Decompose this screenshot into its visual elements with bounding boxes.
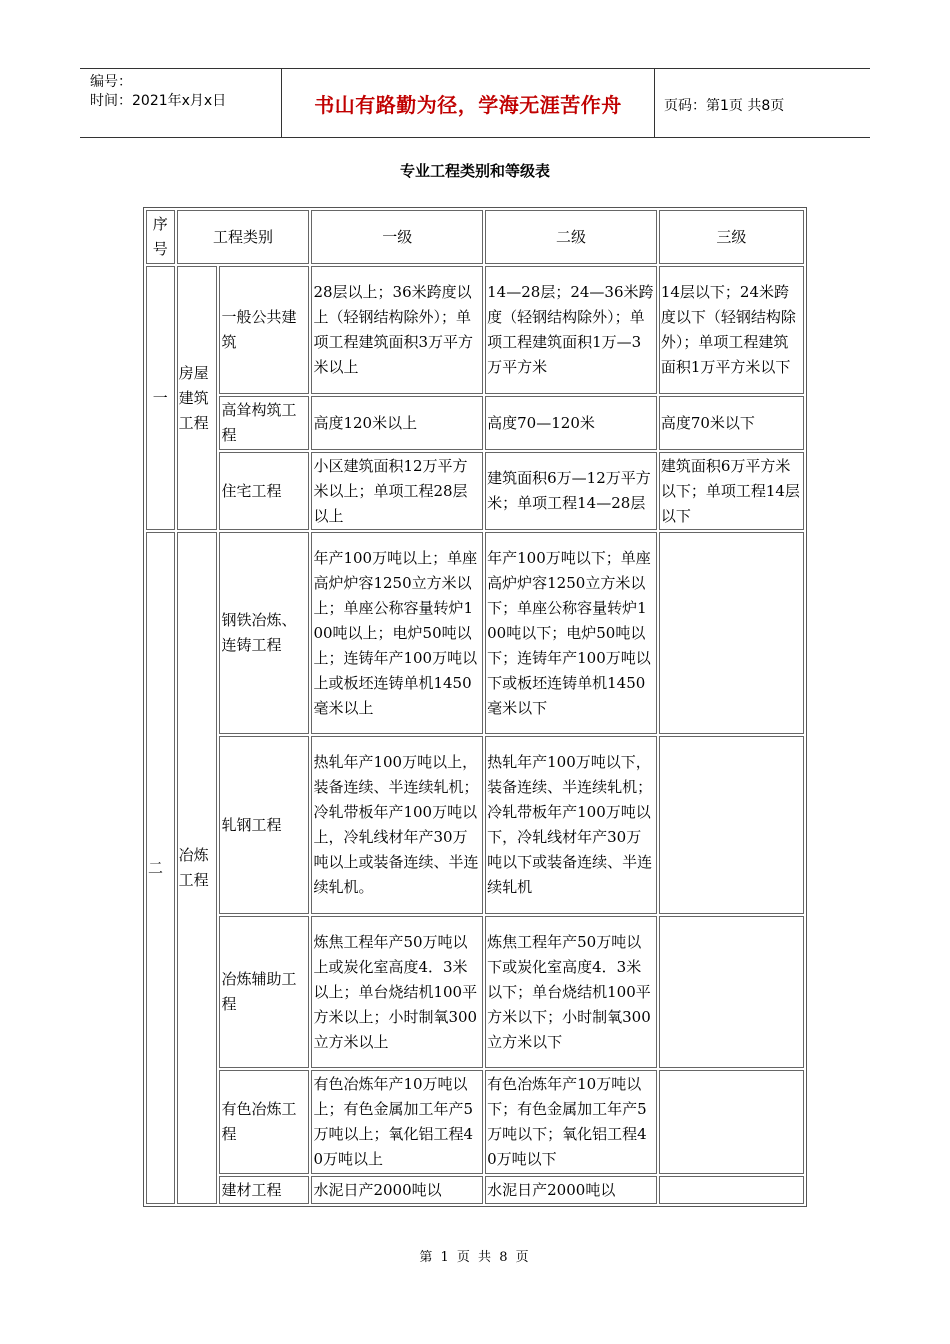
subcategory-cell: 轧钢工程 <box>219 736 309 914</box>
grade2-cell: 炼焦工程年产50万吨以下或炭化室高度4．3米以下；单台烧结机100平方米以下；小时制氧300立方米以下 <box>485 916 657 1068</box>
category-cell: 冶炼工程 <box>177 532 218 1204</box>
grade3-cell: 高度70米以下 <box>659 396 804 450</box>
subcategory-cell: 住宅工程 <box>219 452 309 530</box>
subcategory-cell: 建材工程 <box>219 1176 309 1204</box>
grade1-cell: 水泥日产2000吨以 <box>311 1176 483 1204</box>
grade1-cell: 28层以上；36米跨度以上（轻钢结构除外）；单项工程建筑面积3万平方米以上 <box>311 266 483 394</box>
table-header-row <box>146 210 804 264</box>
subcategory-cell: 高耸构筑工程 <box>219 396 309 450</box>
table-row <box>146 266 804 394</box>
grade3-cell <box>659 532 804 734</box>
grade3-cell: 建筑面积6万平方米以下；单项工程14层以下 <box>659 452 804 530</box>
seq-cell: 一 <box>146 266 175 530</box>
category-cell: 房屋建筑工程 <box>177 266 218 530</box>
page-header <box>80 68 870 138</box>
header-grade3: 三级 <box>659 210 804 264</box>
table-row <box>146 1070 804 1174</box>
table-row <box>146 916 804 1068</box>
grade1-cell: 热轧年产100万吨以上，装备连续、半连续轧机；冷轧带板年产100万吨以上，冷轧线材年产30万吨以上或装备连续、半连续轧机。 <box>311 736 483 914</box>
grade2-cell: 热轧年产100万吨以下，装备连续、半连续轧机；冷轧带板年产100万吨以下，冷轧线材年产30万吨以下或装备连续、半连续轧机 <box>485 736 657 914</box>
page-footer: 第 1 页 共 8 页 <box>419 1250 531 1265</box>
table-row <box>146 1176 804 1204</box>
document-title: 专业工程类别和等级表 <box>399 162 550 180</box>
subcategory-cell: 冶炼辅助工程 <box>219 916 309 1068</box>
subcategory-cell: 有色冶炼工程 <box>219 1070 309 1174</box>
grade3-cell: 14层以下；24米跨度以下（轻钢结构除外）；单项工程建筑面积1万平方米以下 <box>659 266 804 394</box>
grade2-cell: 建筑面积6万—12万平方米；单项工程14—28层 <box>485 452 657 530</box>
grade2-cell: 水泥日产2000吨以 <box>485 1176 657 1204</box>
grade1-cell: 炼焦工程年产50万吨以上或炭化室高度4．3米以上；单台烧结机100平方米以上；小时制氧300立方米以上 <box>311 916 483 1068</box>
date-label: 时间：2021年x月x日 <box>90 93 227 109</box>
serial-label: 编号： <box>90 74 132 90</box>
grade1-cell: 年产100万吨以上；单座高炉炉容1250立方米以上；单座公称容量转炉100吨以上；电炉50吨以上；连铸年产100万吨以上或板坯连铸单机1450毫米以上 <box>311 532 483 734</box>
table-row <box>146 532 804 734</box>
header-slogan: 书山有路勤为径，学海无涯苦作舟 <box>281 69 655 137</box>
grade3-cell <box>659 1070 804 1174</box>
grade3-cell <box>659 736 804 914</box>
table-row <box>146 452 804 530</box>
grade2-cell: 高度70—120米 <box>485 396 657 450</box>
grade3-cell <box>659 916 804 1068</box>
header-grade1: 一级 <box>311 210 483 264</box>
grade2-cell: 有色冶炼年产10万吨以下；有色金属加工年产5万吨以下；氧化铝工程40万吨以下 <box>485 1070 657 1174</box>
grade2-cell: 年产100万吨以下；单座高炉炉容1250立方米以下；单座公称容量转炉100吨以下；电炉50吨以下；连铸年产100万吨以下或板坯连铸单机1450毫米以下 <box>485 532 657 734</box>
table-row <box>146 736 804 914</box>
grade1-cell: 高度120米以上 <box>311 396 483 450</box>
subcategory-cell: 一般公共建筑 <box>219 266 309 394</box>
header-page-info: 页码：第1页 共8页 <box>664 98 785 114</box>
grade1-cell: 小区建筑面积12万平方米以上；单项工程28层以上 <box>311 452 483 530</box>
seq-cell: 二 <box>146 532 175 1204</box>
header-seq: 序号 <box>146 210 175 264</box>
engineering-grade-table <box>143 207 807 1207</box>
header-grade2: 二级 <box>485 210 657 264</box>
grade1-cell: 有色冶炼年产10万吨以上；有色金属加工年产5万吨以上；氧化铝工程40万吨以上 <box>311 1070 483 1174</box>
header-meta <box>90 73 280 111</box>
subcategory-cell: 钢铁冶炼、连铸工程 <box>219 532 309 734</box>
grade2-cell: 14—28层；24—36米跨度（轻钢结构除外）；单项工程建筑面积1万—3万平方米 <box>485 266 657 394</box>
grade3-cell <box>659 1176 804 1204</box>
header-category: 工程类别 <box>177 210 310 264</box>
table-row <box>146 396 804 450</box>
